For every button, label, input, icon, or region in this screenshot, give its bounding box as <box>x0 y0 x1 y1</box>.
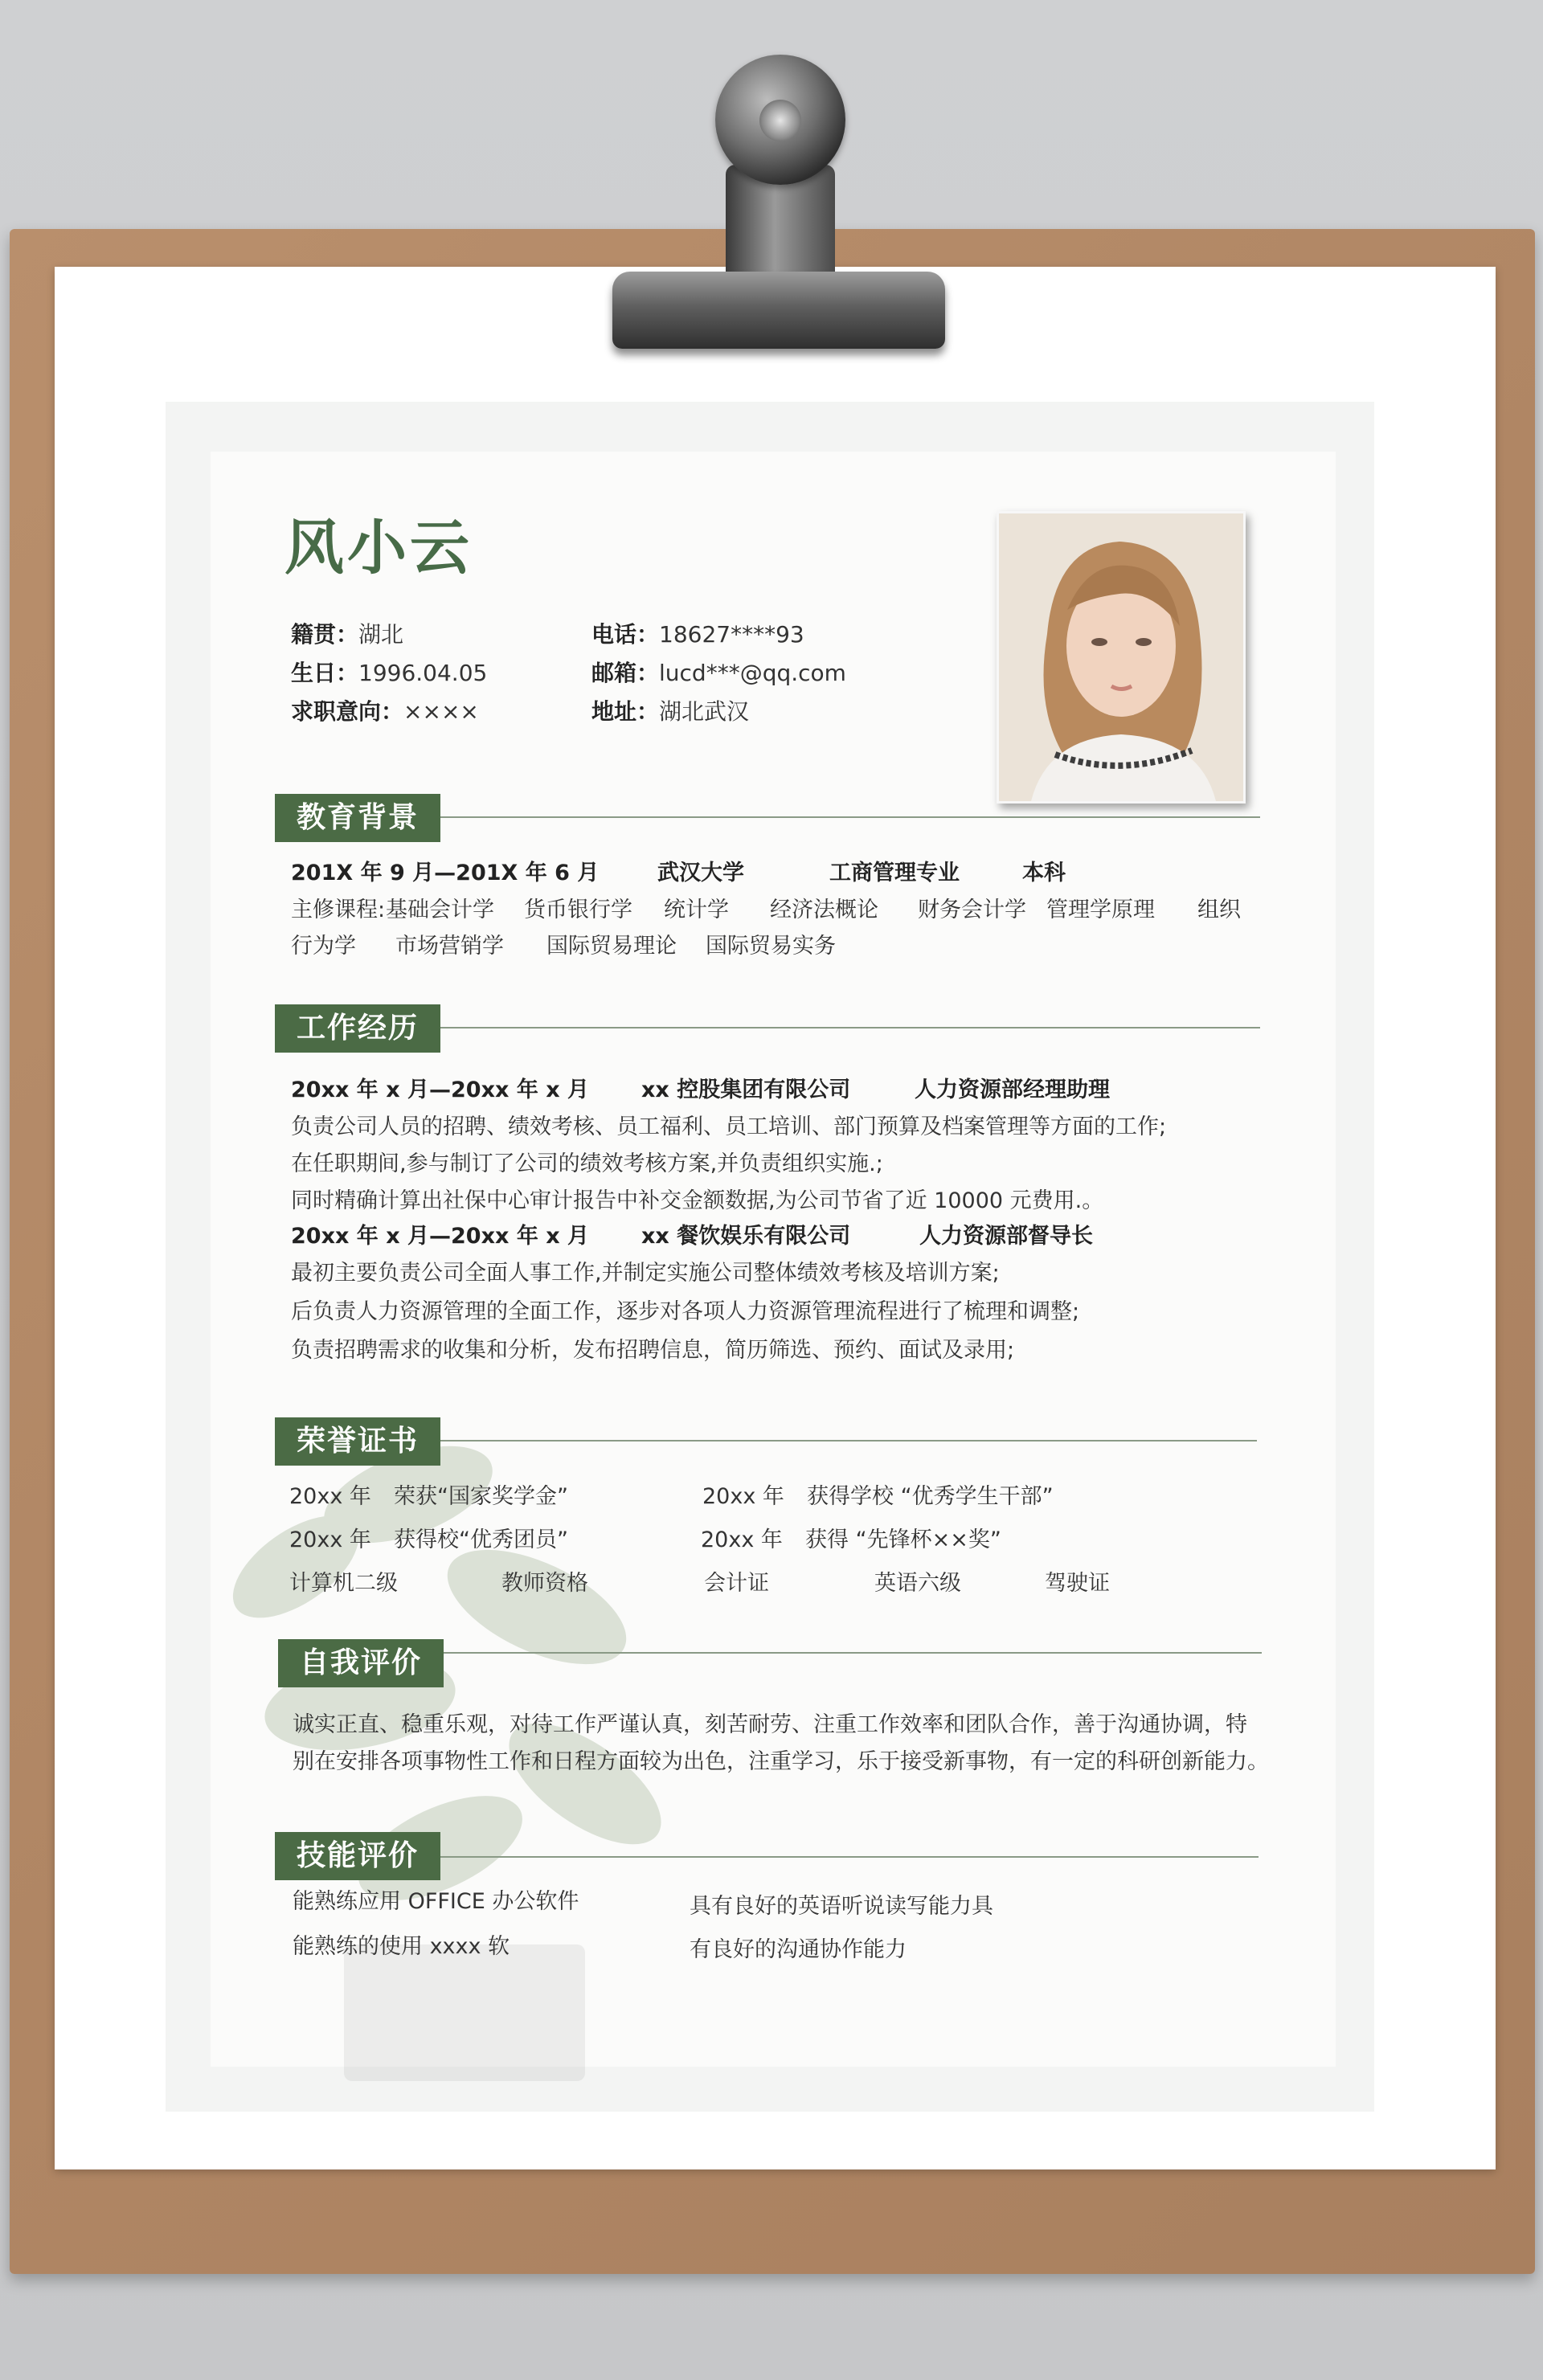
award-year: 20xx 年 <box>289 1527 371 1552</box>
binder-clip-hole <box>759 100 801 141</box>
section-divider <box>440 816 1260 818</box>
job-position: 人力资源部经理助理 <box>915 1078 1110 1102</box>
job-company: xx 控股集团有限公司 <box>641 1078 851 1102</box>
section-divider <box>444 1652 1262 1654</box>
certificate-item: 计算机二级 <box>289 1571 398 1596</box>
section-title-self-evaluation: 自我评价 <box>278 1639 444 1687</box>
award-text: 获得 “先锋杯××奖” <box>805 1527 1001 1552</box>
education-degree: 本科 <box>1022 861 1066 885</box>
skill-item: 有良好的沟通协作能力 <box>690 1937 907 1962</box>
education-period: 201X 年 9 月—201X 年 6 月 <box>291 861 600 885</box>
course-item: 管理学原理 <box>1046 898 1155 922</box>
education-major: 工商管理专业 <box>829 861 960 885</box>
section-title-skills: 技能评价 <box>275 1832 440 1880</box>
job-duty: 负责招聘需求的收集和分析，发布招聘信息，简历筛选、预约、面试及录用; <box>291 1338 1015 1363</box>
skill-item: 能熟练的使用 xxxx 软 <box>293 1934 510 1959</box>
course-item: 行为学 <box>291 934 356 959</box>
section-title-education: 教育背景 <box>275 794 440 842</box>
basic-info-right <box>591 615 846 731</box>
award-text: 荣获“国家奖学金” <box>394 1484 568 1509</box>
job-duty: 同时精确计算出社保中心审计报告中补交金额数据,为公司节省了近 10000 元费用.。 <box>291 1188 1104 1213</box>
address-value: 湖北武汉 <box>659 698 750 725</box>
course-item: 市场营销学 <box>395 934 504 959</box>
course-item: 国际贸易实务 <box>706 934 836 959</box>
binder-clip-base <box>612 272 945 349</box>
email-label: 邮箱： <box>591 660 660 686</box>
certificate-item: 教师资格 <box>501 1571 588 1596</box>
phone-value: 18627****93 <box>659 621 804 648</box>
job-intention-label: 求职意向： <box>291 698 404 725</box>
course-item: 财务会计学 <box>918 898 1026 922</box>
course-item: 组织 <box>1197 898 1241 922</box>
job-duty: 在任职期间,参与制订了公司的绩效考核方案,并负责组织实施.; <box>291 1151 883 1176</box>
education-school: 武汉大学 <box>657 861 744 885</box>
award-text: 获得校“优秀团员” <box>394 1527 568 1552</box>
candidate-name: 风小云 <box>284 513 473 583</box>
job-period: 20xx 年 x 月—20xx 年 x 月 <box>291 1078 590 1102</box>
section-title-work: 工作经历 <box>275 1004 440 1053</box>
course-item: 国际贸易理论 <box>546 934 677 959</box>
skill-item: 能熟练应用 OFFICE 办公软件 <box>293 1889 579 1914</box>
birthday-value: 1996.04.05 <box>358 660 488 686</box>
basic-info-left <box>291 615 487 731</box>
job-position: 人力资源部督导长 <box>919 1224 1093 1249</box>
certificate-item: 驾驶证 <box>1045 1571 1110 1596</box>
job-duty: 最初主要负责公司全面人事工作,并制定实施公司整体绩效考核及培训方案; <box>291 1261 1000 1286</box>
job-intention-value: ×××× <box>403 698 479 725</box>
birthday-label: 生日： <box>291 660 359 686</box>
certificate-item: 英语六级 <box>874 1571 961 1596</box>
course-item: 经济法概论 <box>770 898 878 922</box>
courses-label: 主修课程: <box>291 898 386 922</box>
award-year: 20xx 年 <box>702 1484 784 1509</box>
section-title-honors: 荣誉证书 <box>275 1417 440 1466</box>
job-period: 20xx 年 x 月—20xx 年 x 月 <box>291 1224 590 1249</box>
address-label: 地址： <box>591 698 660 725</box>
award-year: 20xx 年 <box>289 1484 371 1509</box>
hometown-value: 湖北 <box>358 621 404 648</box>
job-duty: 后负责人力资源管理的全面工作，逐步对各项人力资源管理流程进行了梳理和调整; <box>291 1299 1080 1324</box>
self-evaluation-text: 别在安排各项事物性工作和日程方面较为出色，注重学习，乐于接受新事物，有一定的科研创新能力。 <box>293 1749 1269 1774</box>
job-duty: 负责公司人员的招聘、绩效考核、员工福利、员工培训、部门预算及档案管理等方面的工作; <box>291 1114 1167 1139</box>
award-text: 获得学校 “优秀学生干部” <box>807 1484 1054 1509</box>
skill-item: 具有良好的英语听说读写能力具 <box>690 1894 993 1919</box>
phone-label: 电话： <box>591 621 660 648</box>
course-item: 货币银行学 <box>524 898 632 922</box>
course-item: 统计学 <box>664 898 729 922</box>
self-evaluation-text: 诚实正直、稳重乐观，对待工作严谨认真，刻苦耐劳、注重工作效率和团队合作，善于沟通协调，特 <box>293 1712 1247 1737</box>
course-item: 基础会计学 <box>386 898 494 922</box>
hometown-label: 籍贯： <box>291 621 359 648</box>
email-value: lucd***@qq.com <box>659 660 846 686</box>
portrait-image <box>999 513 1243 801</box>
award-year: 20xx 年 <box>701 1527 783 1552</box>
certificate-item: 会计证 <box>704 1571 769 1596</box>
profile-photo <box>997 511 1246 804</box>
section-divider <box>440 1027 1260 1028</box>
section-divider <box>440 1856 1259 1858</box>
section-divider <box>440 1440 1257 1441</box>
job-company: xx 餐饮娱乐有限公司 <box>641 1224 851 1249</box>
